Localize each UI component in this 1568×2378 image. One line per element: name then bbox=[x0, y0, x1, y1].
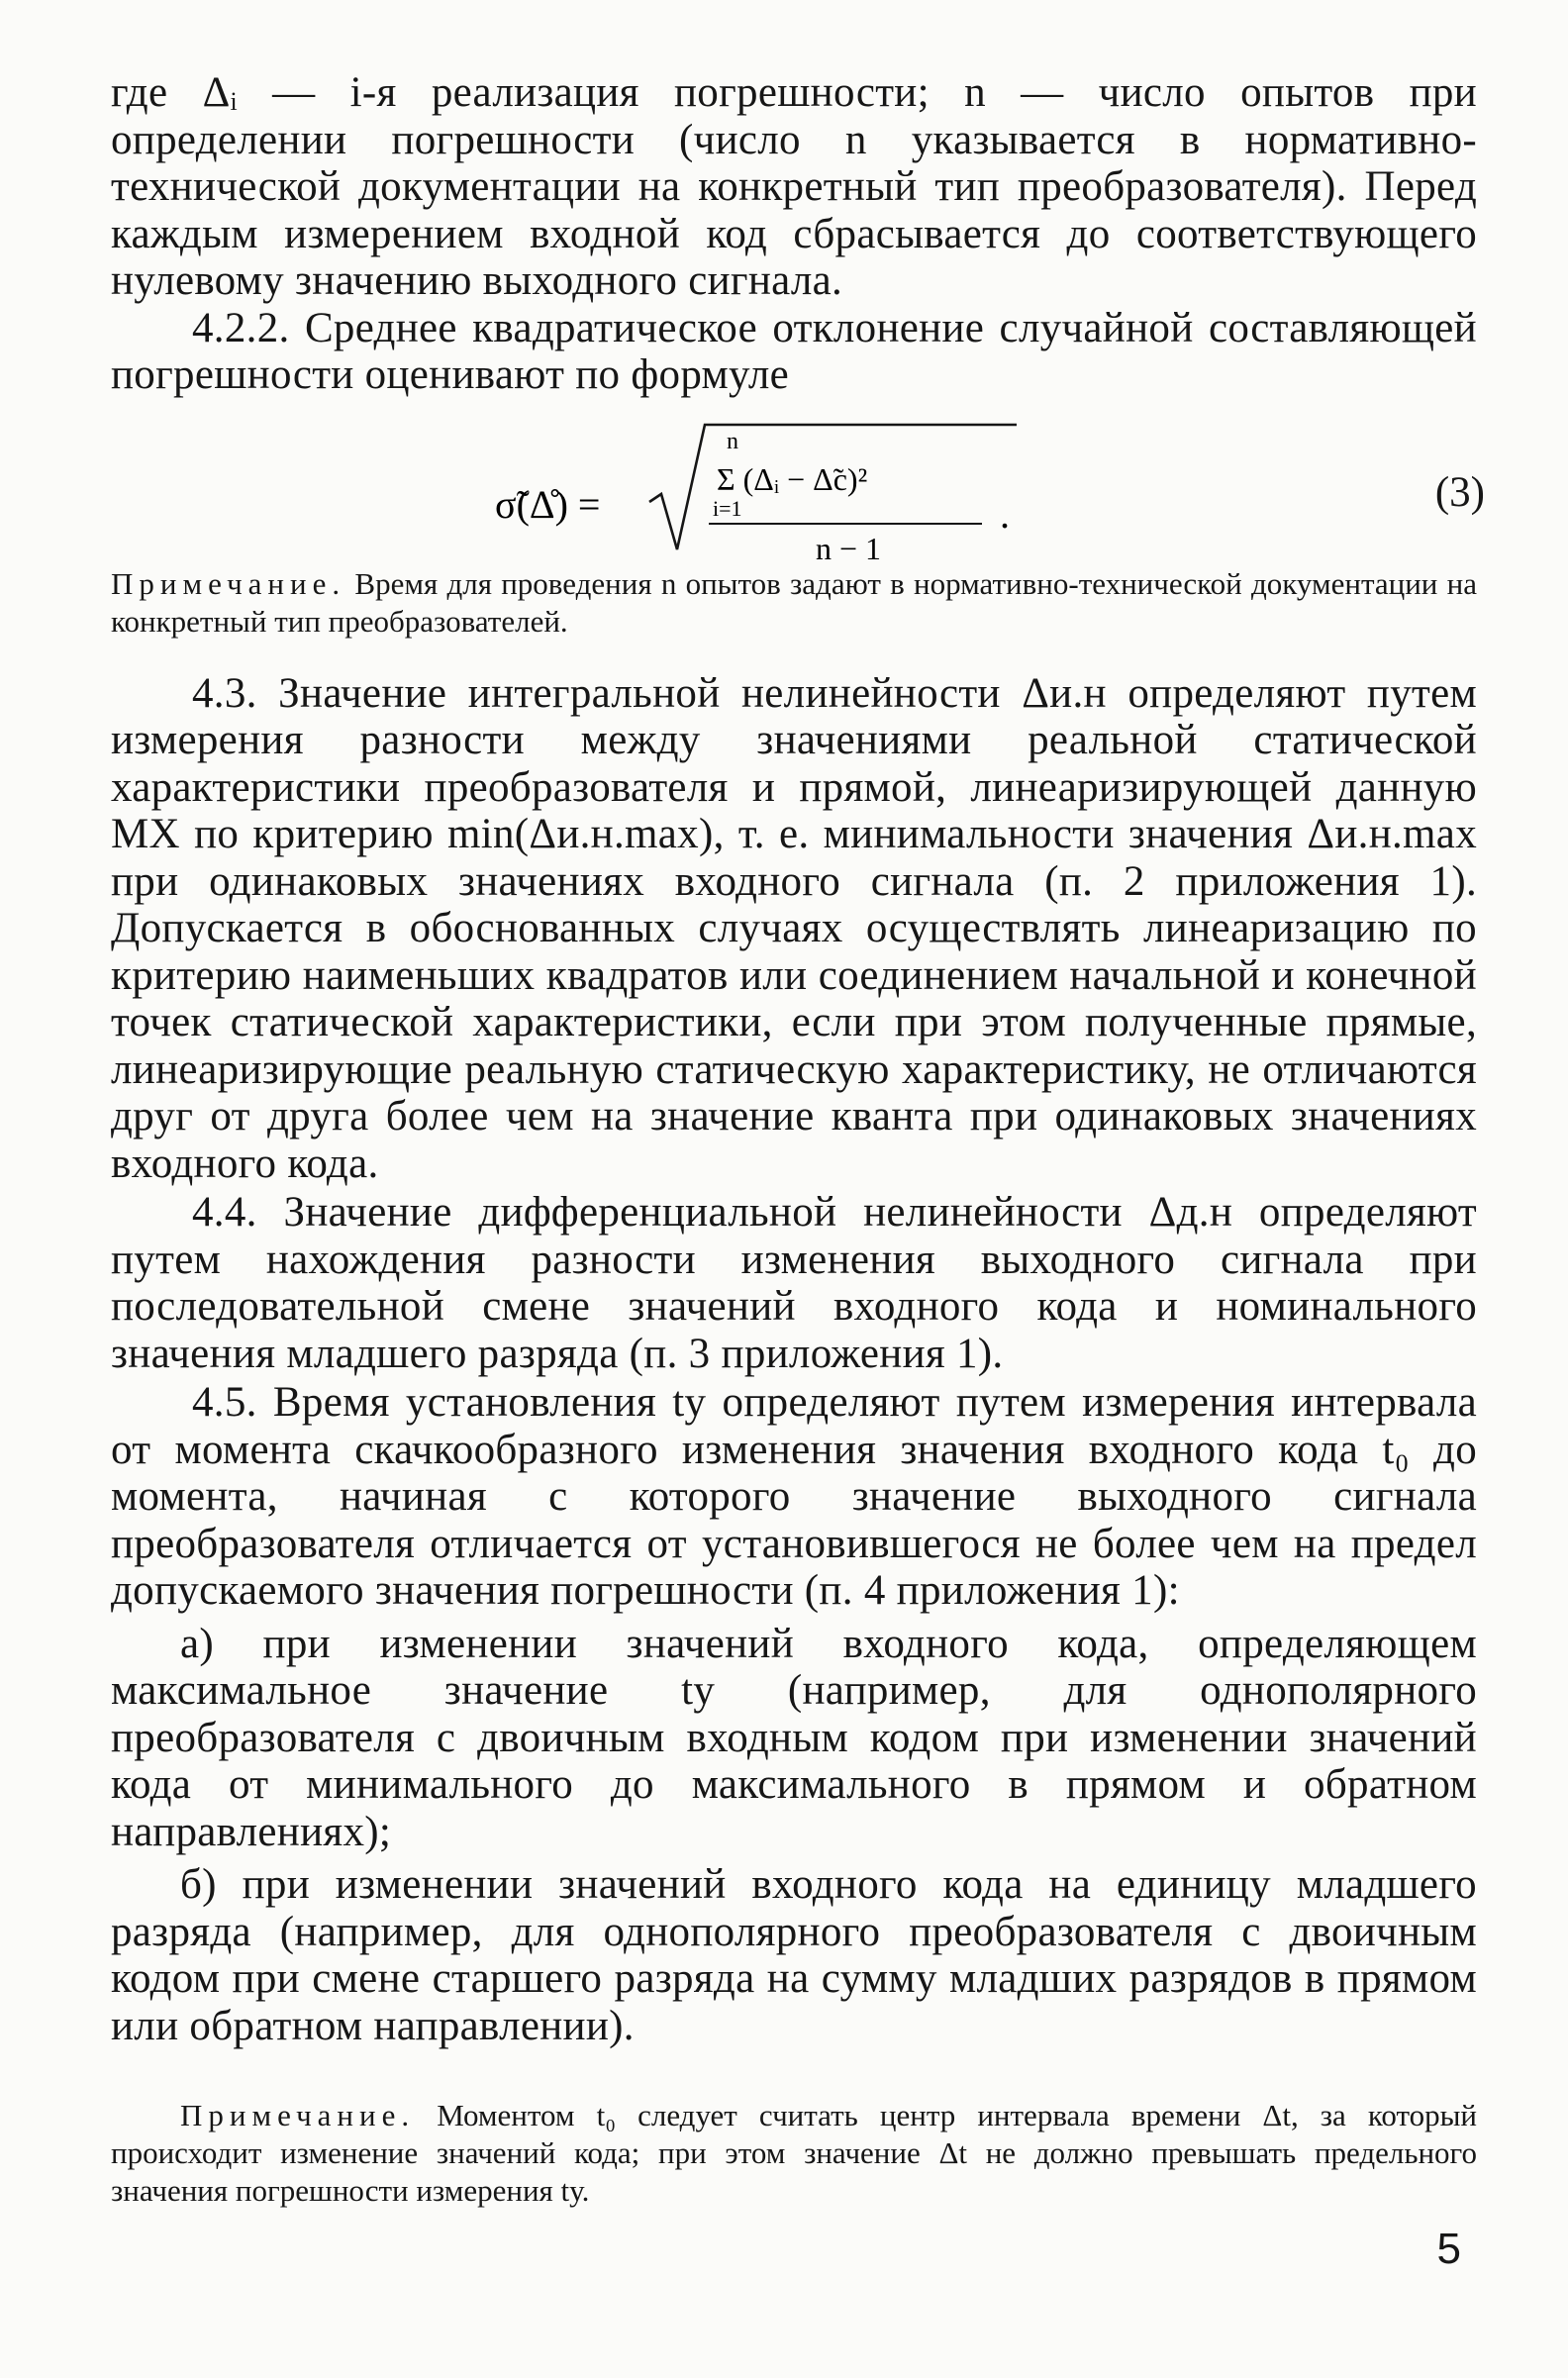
formula-numerator: Σ (Δᵢ − Δ̃c)² bbox=[717, 460, 868, 497]
page-number: 5 bbox=[1436, 2225, 1461, 2273]
paragraph-4-2-2: 4.2.2. Среднее квадратическое отклонение случайной составляющей погрешности оценивают по формуле bbox=[111, 304, 1477, 398]
document-page bbox=[111, 69, 1485, 2210]
formula-3 bbox=[111, 411, 1485, 559]
paragraph-4-4: 4.4. Значение дифференциальной нелинейности Δд.н определяют путем нахождения разности изменения выходного сигнала при последовательной смене значений входного кода и номинального значения младшего разряда (п. 3 приложения 1). bbox=[111, 1189, 1477, 1377]
formula-period: . bbox=[1000, 491, 1010, 537]
note-2-label: Примечание. bbox=[180, 2098, 416, 2132]
formula-number: (3) bbox=[1434, 468, 1485, 516]
paragraph-4-5: 4.5. Время установления tу определяют путем измерения интервала от момента скачкообразного изменения значения входного кода t₀ до момента, начиная с которого значение выходного сигнала преобразователя отличается от установившегося не более чем на предел допускаемого значения погрешности (п. 4 приложения 1): bbox=[111, 1379, 1477, 1614]
note-1-text: Время для проведения n опытов задают в нормативно-технической документации на конкретный тип преобразователей. bbox=[111, 565, 1478, 639]
formula-graphic bbox=[111, 411, 1477, 559]
formula-denominator: n − 1 bbox=[816, 530, 882, 559]
note-1 bbox=[111, 565, 1477, 641]
sum-lower-limit: i=1 bbox=[713, 495, 742, 521]
note-1-label: Примечание. bbox=[111, 565, 346, 601]
note-2-text: Моментом t₀ следует считать центр интервала времени Δt, за который происходит изменение значений кода; при этом значение Δt не должно превышать предельного значения погрешности измерения tу. bbox=[111, 2098, 1477, 2208]
note-2 bbox=[111, 2097, 1477, 2210]
paragraph-4-3: 4.3. Значение интегральной нелинейности Δи.н определяют путем измерения разности между значениями реальной статической характеристики преобразователя и прямой, линеаризирующей данную МХ по критерию min(Δи.н.max), т. е. минимальности значения Δи.н.max при одинаковых значениях входного сигнала (п. 2 приложения 1). Допускается в обоснованных случаях осуществлять линеаризацию по критерию наименьших квадратов или соединением начальной и конечной точек статической характеристики, если при этом полученные прямые, линеаризирующие реальную статическую характеристику, не отличаются друг от друга более чем на значение кванта при одинаковых значениях входного кода. bbox=[111, 669, 1477, 1187]
sum-upper-limit: n bbox=[727, 428, 738, 454]
list-item-a: а) при изменении значений входного кода, определяющем максимальное значение tу (например, для однополярного преобразователя с двоичным входным кодом при изменении значений кода от минимального до максимального в прямом и обратном направлениях); bbox=[111, 1620, 1477, 1855]
list-item-b: б) при изменении значений входного кода на единицу младшего разряда (например, для однополярного преобразователя с двоичным кодом при смене старшего разряда на сумму младших разрядов в прямом или обратном направлении). bbox=[111, 1861, 1477, 2049]
formula-lhs: σ̃(Δ̊) = bbox=[495, 481, 601, 527]
paragraph-intro: где Δᵢ — i-я реализация погрешности; n — число опытов при определении погрешности (число n указывается в нормативно-технической документации на конкретный тип преобразователя). Перед каждым измерением входной код сбрасывается до соответствующего нулевому значению выходного сигнала. bbox=[111, 69, 1477, 304]
